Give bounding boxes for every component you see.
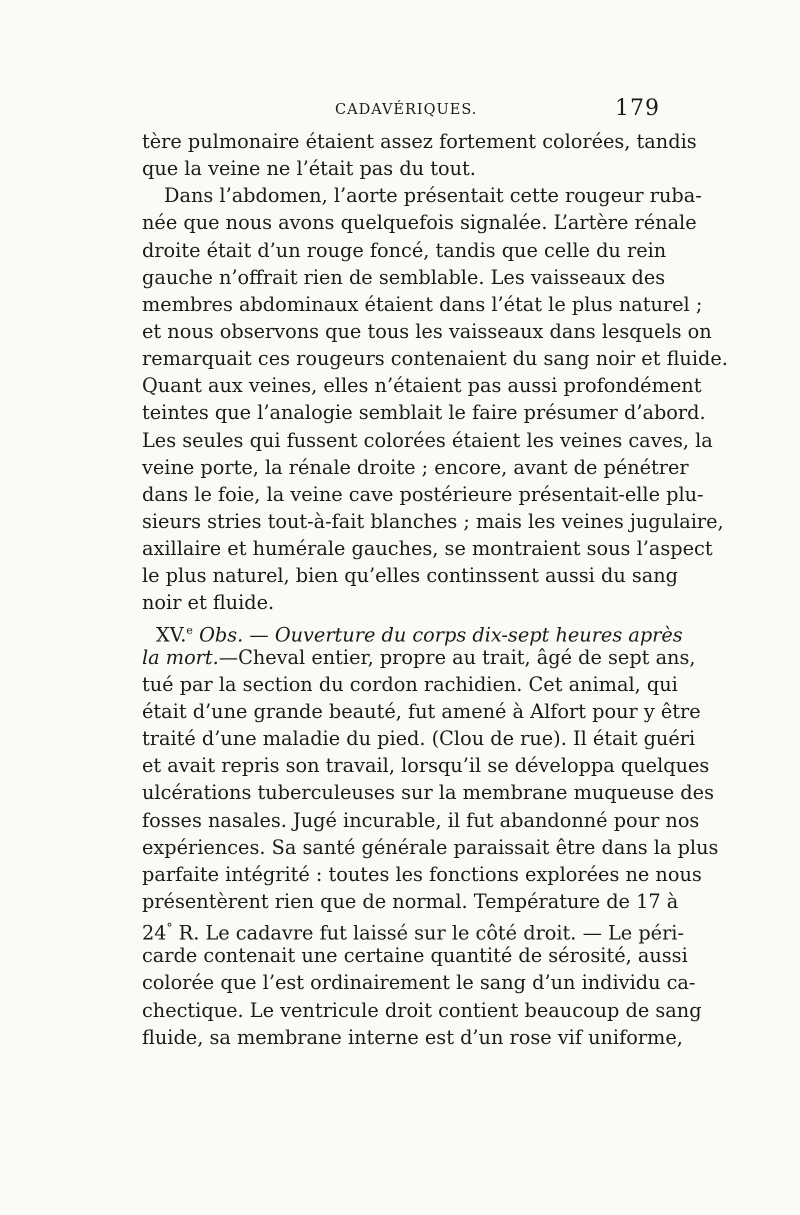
text-line: gauche n’offrait rien de semblable. Les vaisseaux des (142, 265, 666, 289)
observation-number: XV. (156, 622, 187, 646)
text-line: Quant aux veines, elles n’étaient pas aussi profondément (142, 374, 702, 398)
text-line: expériences. Sa santé générale paraissait être dans la plus (142, 835, 719, 859)
text-line: née que nous avons quelquefois signalée. L’artère rénale (142, 211, 697, 235)
text-line: que la veine ne l’était pas du tout. (142, 157, 476, 181)
text-line: tué par la section du cordon rachidien. Cet animal, qui (142, 672, 678, 696)
text-line: traité d’une maladie du pied. (Clou de rue). Il était guéri (142, 727, 696, 751)
observation-text: —Cheval entier, propre au trait, âgé de sept ans, (218, 645, 696, 669)
running-head: CADAVÉRIQUES. (335, 102, 478, 118)
text-line: teintes que l’analogie semblait le faire présumer d’abord. (142, 401, 706, 425)
text-line: dans le foie, la veine cave postérieure présentait-elle plu- (142, 482, 704, 506)
text-line: fosses nasales. Jugé incurable, il fut abandonné pour nos (142, 808, 700, 832)
observation-heading (142, 617, 683, 646)
text-line: veine porte, la rénale droite ; encore, avant de pénétrer (142, 455, 689, 479)
text-line: et nous observons que tous les vaisseaux dans lesquels on (142, 319, 712, 343)
observation-heading-continued (142, 644, 696, 671)
page-header (142, 96, 660, 126)
text-line: fluide, sa membrane interne est d’un rose vif uniforme, (142, 1025, 683, 1049)
observation-dash: — (243, 622, 275, 646)
page-number: 179 (615, 96, 660, 121)
text-line: présentèrent rien que de normal. Température de 17 à (142, 889, 679, 913)
text-line: ulcérations tuberculeuses sur la membrane muqueuse des (142, 781, 714, 805)
temperature-line (142, 915, 684, 945)
body-text (142, 128, 728, 1051)
text-line: droite était d’un rouge foncé, tandis que celle du rein (142, 238, 667, 262)
text-line: tère pulmonaire étaient assez fortement colorées, tandis (142, 130, 697, 153)
text-line: carde contenait une certaine quantité de sérosité, aussi (142, 944, 688, 968)
text-line: sieurs stries tout-à-fait blanches ; mais les veines jugulaire, (142, 509, 724, 533)
text-line: colorée que l’est ordinairement le sang d’un individu ca- (142, 971, 696, 995)
temperature-value: 24 (142, 921, 167, 945)
text-line: membres abdominaux étaient dans l’état le plus naturel ; (142, 292, 703, 316)
observation-title: Ouverture du corps dix-sept heures après (274, 622, 683, 646)
degree-sign: ° (166, 921, 173, 936)
text-line: axillaire et humérale gauches, se montraient sous l’aspect (142, 537, 713, 561)
text-line: le plus naturel, bien qu’elles continssent aussi du sang (142, 564, 679, 588)
text-line: Les seules qui fussent colorées étaient les veines caves, la (142, 428, 713, 452)
observation-superscript: e (186, 623, 193, 637)
temperature-line-text: R. Le cadavre fut laissé sur le côté droit. — Le péri- (172, 921, 684, 945)
paragraph-start-line: Dans l’abdomen, l’aorte présentait cette rougeur ruba- (164, 184, 702, 208)
observation-title-end: la mort. (142, 645, 219, 669)
text-line: chectique. Le ventricule droit contient beaucoup de sang (142, 998, 702, 1022)
text-line: était d’une grande beauté, fut amené à Alfort pour y être (142, 699, 701, 723)
observation-label: Obs. (199, 622, 244, 646)
text-line: noir et fluide. (142, 591, 275, 615)
text-line: et avait repris son travail, lorsqu’il se développa quelques (142, 754, 710, 778)
text-line: parfaite intégrité : toutes les fonctions explorées ne nous (142, 862, 702, 886)
text-line: remarquait ces rougeurs contenaient du sang noir et fluide. (142, 347, 728, 371)
